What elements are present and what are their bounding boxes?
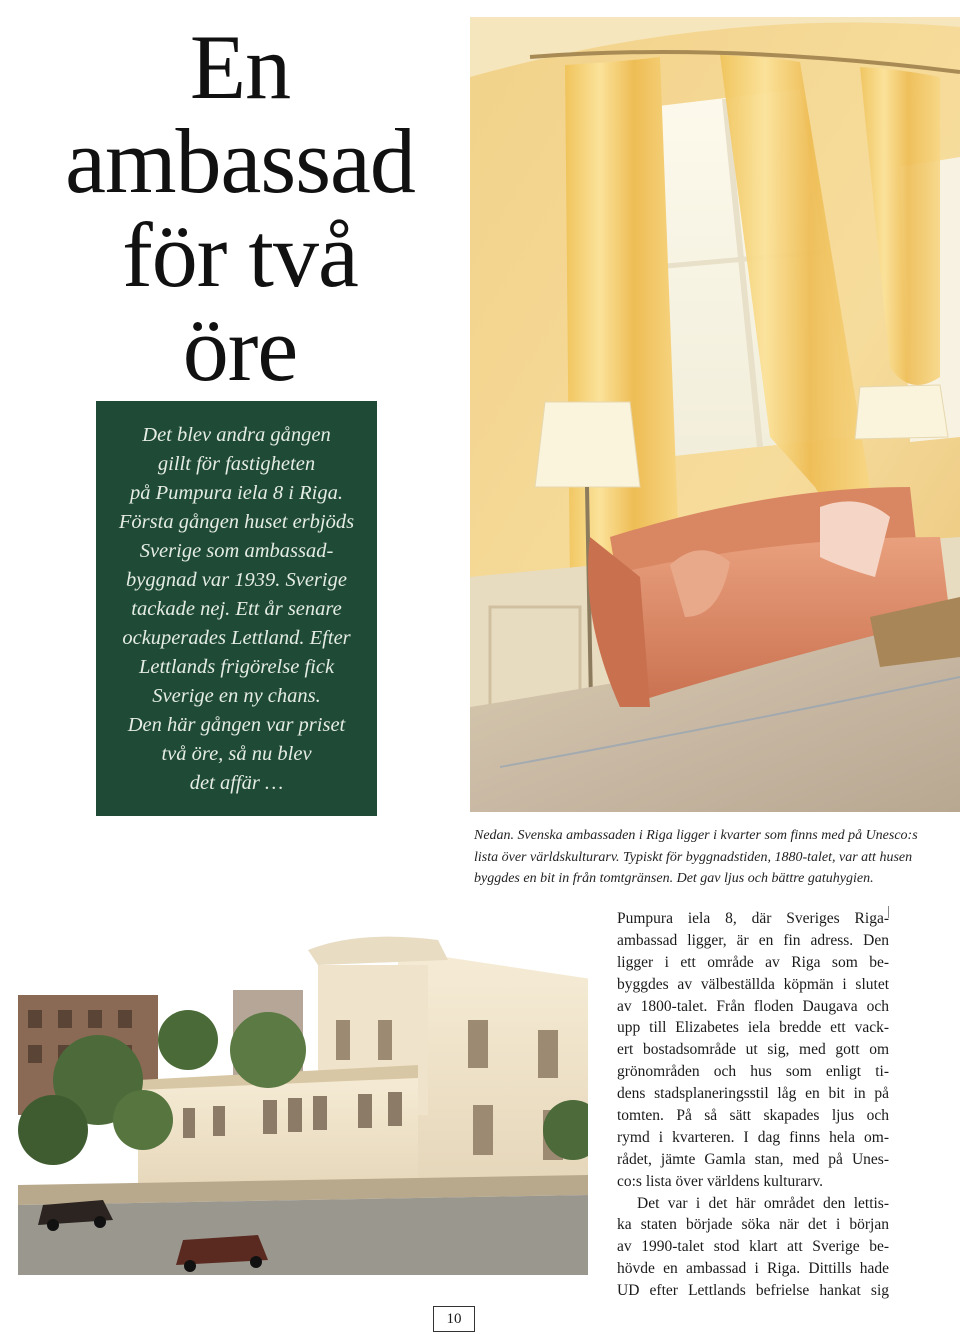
body-line: rådet, jämte Gamla stan, med på Unes- (617, 1150, 889, 1168)
body-text (617, 908, 889, 1302)
caption-line: Nedan. Svenska ambassaden i Riga ligger i kvarter som finns med på Unesco:s (474, 828, 918, 843)
intro-line: Sverige som ambassad- (139, 540, 334, 562)
title-line: för två (122, 204, 358, 306)
intro-line: Lettlands frigörelse fick (138, 656, 335, 678)
interior-photo (470, 17, 960, 812)
photo-caption (474, 825, 954, 890)
body-line: ert bostadsområde ut sig, med gott om (617, 1041, 889, 1059)
body-line: av 1990-talet stod klart att Sverige be- (617, 1238, 889, 1256)
title-line: En (189, 16, 291, 118)
embassy-building-photo (18, 920, 588, 1275)
caption-line: lista över världskulturarv. Typiskt för byggnadstiden, 1880-talet, var att husen (474, 849, 913, 865)
intro-line: på Pumpura iela 8 i Riga. (130, 482, 343, 504)
intro-line: byggnad var 1939. Sverige (126, 569, 347, 591)
body-line: tomten. På så sätt skapades ljus och (617, 1107, 889, 1125)
body-line: Det var i det här området den lettis- (637, 1194, 889, 1212)
body-line: hövde en ambassad i Riga. Dittills hade (617, 1260, 889, 1278)
caption-line: byggdes en bit in från tomtgränsen. Det gav ljus och bättre gatuhygien. (474, 871, 874, 886)
intro-text (96, 421, 377, 798)
body-line: ka staten började söka när det i början (617, 1216, 889, 1234)
body-line: av 1800-talet. Från floden Daugava och (617, 997, 889, 1015)
intro-line: Den här gången var priset (127, 714, 346, 736)
title-line: öre (182, 298, 298, 400)
interior-photo-illustration (470, 17, 960, 812)
intro-line: gillt för fastigheten (157, 453, 316, 475)
body-line: ambassad ligger, är en fin adress. Den (617, 931, 889, 949)
intro-box (96, 401, 377, 816)
body-line: upp till Elizabetes iela bredde ett vack- (617, 1019, 889, 1037)
intro-line: ockuperades Lettland. Efter (122, 627, 351, 649)
body-line: rymd i kvarteren. I dag finns hela om- (617, 1128, 889, 1146)
body-line: grönområden och hus som enligt ti- (617, 1063, 889, 1081)
body-line: dens stadsplaneringsstil låg en bit in på (617, 1085, 889, 1103)
body-line: byggdes av välbeställda köpmän i slutet (617, 975, 889, 993)
body-line: Pumpura iela 8, där Sveriges Riga- (617, 910, 889, 927)
intro-line: det affär … (189, 772, 284, 794)
page-title (40, 16, 440, 400)
intro-line: två öre, så nu blev (161, 743, 312, 765)
building-photo-illustration (18, 920, 588, 1275)
intro-line: Det blev andra gången (142, 424, 331, 446)
title-line: ambassad (65, 110, 415, 212)
intro-line: Första gången huset erbjöds (118, 511, 355, 533)
page-number: 10 (433, 1306, 475, 1332)
body-line: UD efter Lettlands befrielse hankat sig (617, 1282, 889, 1300)
body-line: ligger i ett område av Riga som be- (617, 953, 889, 971)
intro-line: Sverige en ny chans. (152, 685, 321, 707)
body-line: co:s lista över världens kulturarv. (617, 1172, 824, 1190)
intro-line: tackade nej. Ett år senare (131, 598, 342, 620)
